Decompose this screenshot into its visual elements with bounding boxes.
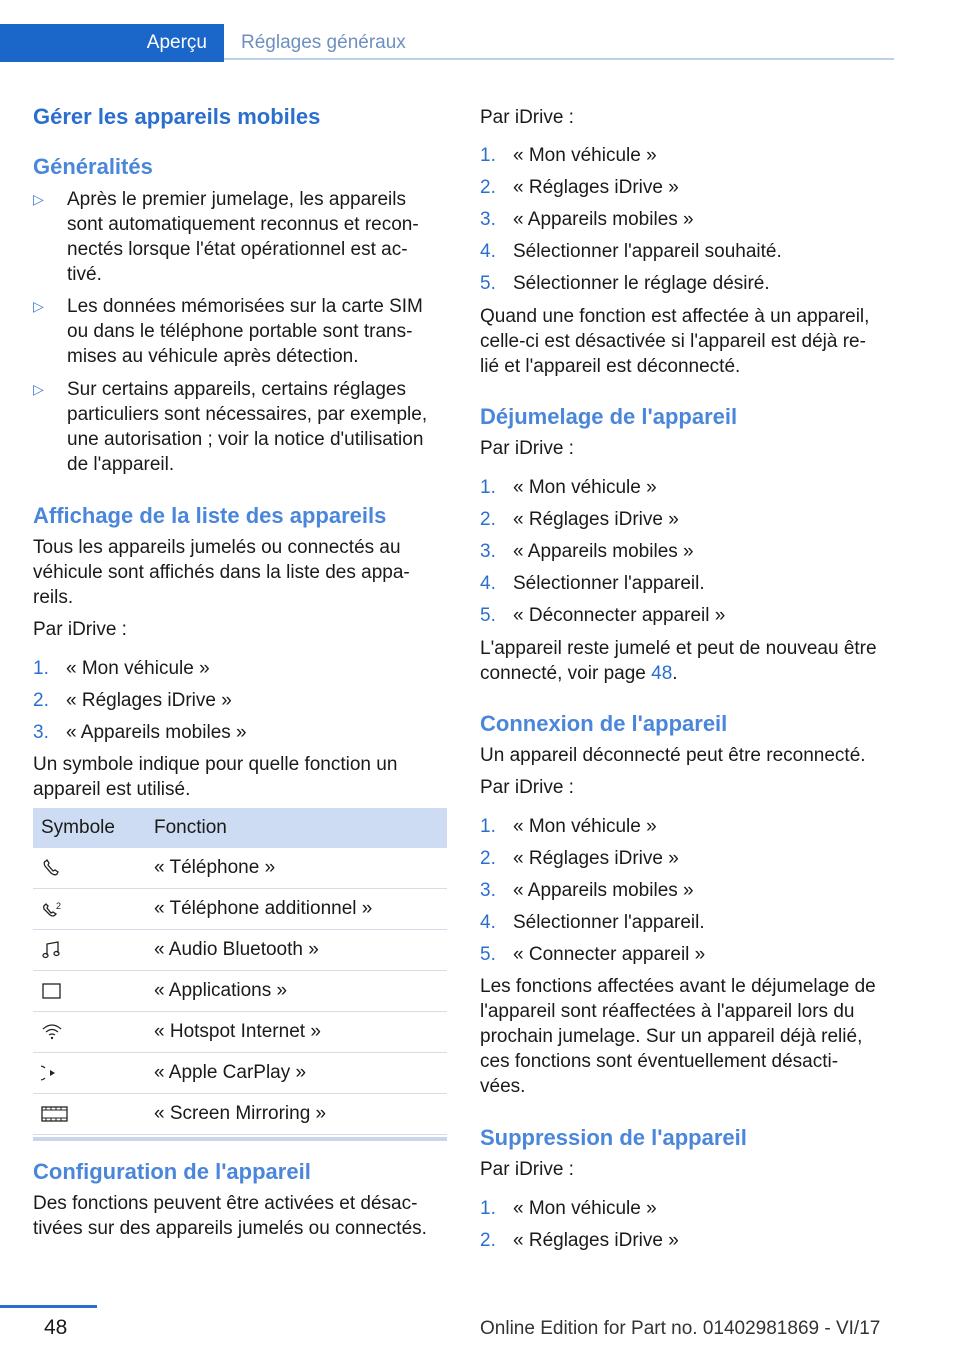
par-idrive-label: Par iDrive :	[33, 619, 127, 640]
table-row	[33, 930, 447, 971]
section-heading-dejumelage: Déjumelage de l'appareil	[480, 404, 738, 429]
tab-apercu[interactable]: Aperçu	[0, 24, 224, 62]
par-idrive-label: Par iDrive :	[480, 107, 574, 128]
wifi-hotspot-icon	[41, 1022, 63, 1042]
connexion-intro: Un appareil déconnecté peut être reconnecté.	[480, 745, 866, 766]
screen-mirroring-icon	[41, 1104, 69, 1124]
page-title: Gérer les appareils mobiles	[33, 104, 321, 129]
svg-text:2: 2	[56, 901, 62, 911]
additional-phone-icon	[41, 900, 63, 918]
connexion-note: Les fonctions affectées avant le déjumelage de l'appareil sont réaffectées à l'appareil lors du prochain jumelage. Sur un appareil déjà relié, ces fonctions sont éventuellement désacti- vées.	[480, 976, 876, 1097]
music-note-icon	[41, 940, 63, 960]
carplay-icon	[41, 1063, 63, 1083]
configuration-text: Des fonctions peuvent être activées et désac- tivées sur des appareils jumelés ou connectés.	[33, 1193, 427, 1239]
applications-icon	[41, 981, 63, 1001]
symbol-intro: Un symbole indique pour quelle fonction un appareil est utilisé.	[33, 754, 398, 800]
tab-reglages-generaux[interactable]: Réglages généraux	[224, 24, 894, 60]
affichage-intro: Tous les appareils jumelés ou connectés au véhicule sont affichés dans la liste des appa- reils.	[33, 537, 410, 608]
table-row	[33, 1012, 447, 1053]
section-heading-suppression: Suppression de l'appareil	[480, 1125, 747, 1150]
symbol-function-table	[33, 808, 447, 1141]
function-label: « Audio Bluetooth »	[154, 939, 319, 960]
table-end-rule	[33, 1137, 447, 1141]
col-function-header: Fonction	[154, 817, 227, 838]
col-symbol-header: Symbole	[41, 817, 115, 838]
triangle-bullet-icon: ▷	[33, 381, 44, 397]
page-48-link[interactable]: 48	[651, 663, 673, 684]
function-label: « Hotspot Internet »	[154, 1021, 321, 1042]
function-label: « Apple CarPlay »	[154, 1062, 307, 1083]
table-row	[33, 1094, 447, 1135]
triangle-bullet-icon: ▷	[33, 298, 44, 314]
page-number: 48	[44, 1316, 68, 1339]
table-row	[33, 1053, 447, 1094]
bullet-text: Sur certains appareils, certains réglages particuliers sont nécessaires, par exemple, une autorisation ; voir la notice d'utilisation de l'appareil.	[67, 379, 428, 475]
function-label: « Applications »	[154, 980, 288, 1001]
par-idrive-label: Par iDrive :	[480, 777, 574, 798]
section-heading-generalites: Généralités	[33, 154, 153, 179]
function-label: « Screen Mirroring »	[154, 1103, 327, 1124]
par-idrive-label: Par iDrive :	[480, 1159, 574, 1180]
function-assignment-note: Quand une fonction est affectée à un appareil, celle-ci est désactivée si l'appareil est déjà re- lié et l'appareil est déconnecté.	[480, 306, 870, 377]
section-heading-affichage: Affichage de la liste des appareils	[33, 503, 387, 528]
table-row	[33, 889, 447, 930]
function-label: « Téléphone additionnel »	[154, 898, 373, 919]
triangle-bullet-icon: ▷	[33, 191, 44, 207]
table-row	[33, 848, 447, 889]
footer-edition: Online Edition for Part no. 01402981869 - VI/17	[480, 1318, 881, 1339]
dejumelage-note: L'appareil reste jumelé et peut de nouveau être connecté, voir page 48.	[480, 638, 877, 684]
bullet-text: Après le premier jumelage, les appareils sont automatiquement reconnus et recon- nectés lorsque l'état opérationnel est ac- tivé.	[67, 189, 419, 285]
footer-rule	[0, 1305, 97, 1308]
section-heading-connexion: Connexion de l'appareil	[480, 711, 728, 736]
function-label: « Téléphone »	[154, 857, 276, 878]
table-header	[33, 808, 447, 848]
section-heading-configuration: Configuration de l'appareil	[33, 1159, 311, 1184]
bullet-text: Les données mémorisées sur la carte SIM ou dans le téléphone portable sont trans- mises au véhicule après détection.	[67, 296, 423, 367]
table-row	[33, 971, 447, 1012]
phone-icon	[41, 859, 63, 877]
par-idrive-label: Par iDrive :	[480, 438, 574, 459]
